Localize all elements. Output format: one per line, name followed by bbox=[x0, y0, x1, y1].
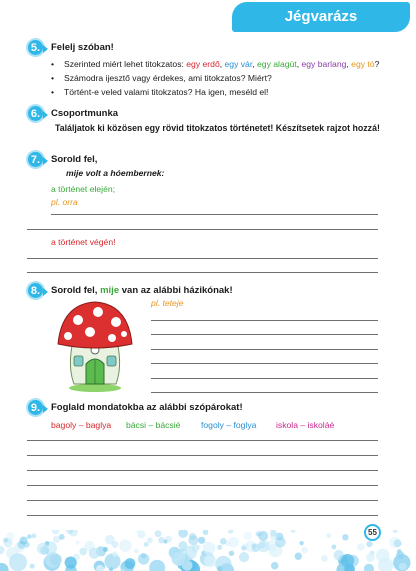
answer-line[interactable] bbox=[151, 363, 378, 364]
example-answer: pl. teteje bbox=[151, 298, 184, 308]
decor-bubble bbox=[0, 563, 9, 571]
decor-bubble bbox=[79, 548, 87, 556]
decor-bubble bbox=[89, 548, 100, 559]
task-5 bbox=[26, 38, 114, 57]
answer-line[interactable] bbox=[27, 258, 378, 259]
task-number-badge: 6. bbox=[26, 104, 45, 123]
decor-bubble bbox=[275, 537, 286, 548]
word-pair: iskola – iskoláé bbox=[276, 420, 335, 430]
decor-bubble bbox=[137, 530, 145, 538]
word-pair: bagoly – baglya bbox=[51, 420, 112, 430]
decor-bubble bbox=[191, 544, 199, 552]
decor-bubble bbox=[112, 541, 119, 548]
option-alagut: egy alagút bbox=[257, 59, 297, 69]
task-title: Sorold fel, bbox=[51, 154, 98, 165]
answer-line[interactable] bbox=[151, 320, 378, 321]
decor-bubble bbox=[389, 537, 400, 548]
task-number-badge: 8. bbox=[26, 281, 45, 300]
decor-bubble bbox=[203, 530, 209, 535]
decor-bubble bbox=[217, 545, 222, 550]
decor-bubble bbox=[204, 555, 216, 567]
answer-line[interactable] bbox=[27, 455, 378, 456]
word-pair: fogoly – foglya bbox=[201, 420, 257, 430]
decor-bubble bbox=[376, 549, 390, 563]
task-number-badge: 5. bbox=[26, 38, 45, 57]
answer-line[interactable] bbox=[27, 470, 378, 471]
answer-line[interactable] bbox=[151, 392, 378, 393]
decor-bubble bbox=[9, 553, 27, 571]
task-5-questions bbox=[64, 57, 379, 99]
decor-bubble bbox=[75, 540, 79, 544]
decor-bubble bbox=[105, 553, 121, 569]
decor-bubble bbox=[332, 545, 337, 550]
decor-bubble bbox=[258, 531, 268, 541]
task-title: Felelj szóban! bbox=[51, 42, 114, 53]
decor-bubble bbox=[171, 552, 185, 566]
decor-bubble bbox=[0, 546, 5, 555]
decor-bubble bbox=[291, 530, 296, 533]
example-answer: pl. orra bbox=[51, 197, 78, 207]
decor-bubble bbox=[125, 558, 136, 569]
decor-bubble bbox=[326, 533, 331, 538]
decor-bubble bbox=[300, 541, 304, 545]
decor-bubble bbox=[392, 530, 398, 533]
decor-bubble bbox=[241, 546, 246, 551]
decor-bubble bbox=[119, 540, 132, 553]
question-3: • Történt-e veled valami titokzatos? Ha igen, meséld el! bbox=[64, 85, 379, 99]
decor-bubble bbox=[321, 555, 328, 562]
decor-bubble bbox=[198, 537, 205, 544]
decor-bubble bbox=[134, 549, 139, 554]
answer-line[interactable] bbox=[27, 440, 378, 441]
mushroom-house-illustration bbox=[54, 298, 136, 394]
task-6-instruction: Találjatok ki közösen egy rövid titokzatos történetet! Készítsetek rajzot hozzá! bbox=[55, 123, 380, 133]
label-story-end: a történet végén! bbox=[51, 237, 116, 247]
task-title: Sorold fel, mije van az alábbi házikónak! bbox=[51, 285, 233, 296]
task-number-badge: 7. bbox=[26, 150, 45, 169]
decor-bubble bbox=[178, 530, 188, 538]
answer-line[interactable] bbox=[27, 229, 378, 230]
task-6 bbox=[26, 104, 118, 123]
question-2: • Számodra ijesztő vagy érdekes, ami titokzatos? Miért? bbox=[64, 71, 379, 85]
decor-bubble bbox=[342, 534, 348, 540]
decor-bubble bbox=[149, 560, 165, 571]
decor-bubble bbox=[65, 557, 77, 569]
answer-line[interactable] bbox=[27, 485, 378, 486]
decor-bubble bbox=[357, 543, 365, 551]
task-number-badge: 9. bbox=[26, 398, 45, 417]
decor-bubble bbox=[188, 535, 198, 545]
decor-bubble bbox=[239, 552, 249, 562]
decor-bubble bbox=[399, 563, 407, 571]
answer-line[interactable] bbox=[27, 272, 378, 273]
decor-bubble bbox=[258, 540, 270, 552]
decor-bubble bbox=[158, 537, 164, 543]
answer-line[interactable] bbox=[151, 378, 378, 379]
decor-bubble bbox=[20, 537, 28, 545]
bubble-footer-decoration bbox=[0, 530, 416, 571]
decor-bubble bbox=[37, 543, 49, 555]
word-pair: bácsi – bácsié bbox=[126, 420, 181, 430]
answer-line[interactable] bbox=[151, 334, 378, 335]
task-9 bbox=[26, 398, 243, 417]
option-erdo: egy erdő bbox=[186, 59, 220, 69]
decor-bubble bbox=[155, 530, 162, 537]
decor-bubble bbox=[3, 538, 8, 543]
task-7-subtitle: mije volt a hóembernek: bbox=[66, 168, 165, 178]
decor-bubble bbox=[144, 542, 149, 547]
decor-bubble bbox=[27, 534, 32, 539]
decor-bubble bbox=[302, 547, 308, 553]
answer-line[interactable] bbox=[151, 349, 378, 350]
decor-bubble bbox=[52, 530, 60, 534]
decor-bubble bbox=[220, 538, 227, 545]
option-to: egy tó bbox=[351, 59, 375, 69]
page-number: 55 bbox=[364, 524, 381, 541]
decor-bubble bbox=[271, 562, 279, 570]
decor-bubble bbox=[228, 537, 239, 548]
decor-bubble bbox=[366, 541, 372, 547]
decor-bubble bbox=[202, 542, 215, 555]
decor-bubble bbox=[103, 547, 108, 552]
answer-line[interactable] bbox=[51, 214, 378, 215]
task-title: Csoportmunka bbox=[51, 108, 119, 119]
decor-bubble bbox=[147, 537, 153, 543]
decor-bubble bbox=[229, 551, 234, 556]
label-story-start: a történet elején; bbox=[51, 184, 116, 194]
decor-bubble bbox=[244, 532, 252, 540]
decor-bubble bbox=[366, 553, 375, 562]
chapter-banner: Jégvarázs bbox=[232, 2, 410, 32]
decor-bubble bbox=[29, 564, 34, 569]
answer-line[interactable] bbox=[27, 515, 378, 516]
decor-bubble bbox=[112, 551, 118, 557]
task-7 bbox=[26, 150, 97, 169]
decor-bubble bbox=[50, 554, 62, 566]
question-1: • Szerinted miért lehet titokzatos: egy erdő, egy vár, egy alagút, egy barlang, egy tó? bbox=[64, 57, 379, 71]
option-var: egy vár bbox=[224, 59, 253, 69]
decor-bubble bbox=[364, 564, 374, 571]
decor-bubble bbox=[295, 553, 302, 560]
answer-line[interactable] bbox=[27, 500, 378, 501]
task-title: Foglald mondatokba az alábbi szópárokat! bbox=[51, 402, 243, 413]
decor-bubble bbox=[138, 553, 149, 564]
decor-bubble bbox=[59, 534, 65, 540]
decor-bubble bbox=[228, 530, 234, 534]
option-barlang: egy barlang bbox=[301, 59, 347, 69]
decor-bubble bbox=[32, 533, 37, 538]
